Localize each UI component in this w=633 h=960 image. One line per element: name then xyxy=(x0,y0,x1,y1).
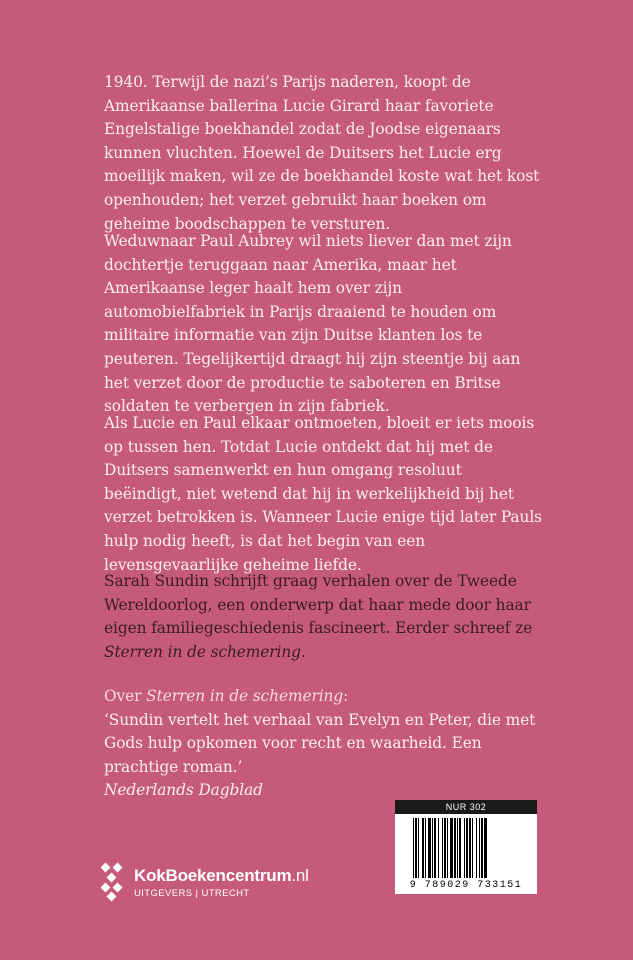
isbn-number: 9 789029 733151 xyxy=(409,880,523,891)
author-bio-text: Sarah Sundin schrijft graag verhalen over de Tweede Wereldoorlog, een onderwerp dat haar mede door haar eigen familiegeschiedenis fascineert. Eerder schreef ze xyxy=(104,572,533,638)
publisher-domain-suffix: .nl xyxy=(291,866,309,885)
review-source: Nederlands Dagblad xyxy=(104,781,263,800)
blurb-paragraph-1: 1940. Terwijl de nazi’s Parijs naderen, koopt de Amerikaanse ballerina Lucie Girard haar favoriete Engelstalige boekhandel zodat de Joodse eigenaars kunnen vluchten. Hoewel de Duitsers het Lucie erg moeilijk maken, wil ze de boekhandel koste wat het kost openhouden; het verzet gebruikt haar boeken om geheime boodschappen te versturen. xyxy=(104,73,540,233)
blurb-paragraph-2: Weduwnaar Paul Aubrey wil niets liever dan met zijn dochtertje teruggaan naar Amerika, maar het Amerikaanse leger haalt hem over zijn automobielfabriek in Parijs draaiend te houden om militaire informatie van zijn Duitse klanten los te peuteren. Tegelijkertijd draagt hij zijn steentje bij aan het verzet door de productie te saboteren en Britse soldaten te verbergen in zijn fabriek. xyxy=(104,232,521,416)
review-over-label: Over xyxy=(104,687,147,705)
publisher-name xyxy=(134,866,309,886)
publisher-name-text: KokBoekencentrum xyxy=(134,866,292,885)
blurb-paragraph-3: Als Lucie en Paul elkaar ontmoeten, bloeit er iets moois op tussen hen. Totdat Lucie ontdekt dat hij met de Duitsers samenwerkt en hun omgang resoluut beëindigt, niet wetend dat hij in werkelijkheid bij het verzet betrokken is. Wanneer Lucie enige tijd later Pauls hulp nodig heeft, is dat het begin van een levensgevaarlijke geheime liefde. xyxy=(104,414,542,574)
publisher-logo-icon xyxy=(100,862,126,902)
publisher-subline: UITGEVERS | UTRECHT xyxy=(134,888,250,899)
review-quote: ‘Sundin vertelt het verhaal van Evelyn en Peter, die met Gods hulp opkomen voor recht en waarheid. Een prachtige roman.’ xyxy=(104,710,536,776)
author-bio-end: . xyxy=(300,642,306,661)
nur-code: NUR 302 xyxy=(395,800,537,814)
review-book-title: Sterren in de schemering xyxy=(146,687,344,705)
barcode-stripe xyxy=(487,818,488,878)
barcode xyxy=(395,800,537,894)
barcode-bars xyxy=(413,818,527,878)
review-heading xyxy=(104,685,544,709)
author-bio-book-title: Sterren in de schemering xyxy=(104,642,301,661)
review-colon: : xyxy=(343,687,349,705)
author-bio xyxy=(104,570,544,664)
review-block xyxy=(104,685,544,803)
